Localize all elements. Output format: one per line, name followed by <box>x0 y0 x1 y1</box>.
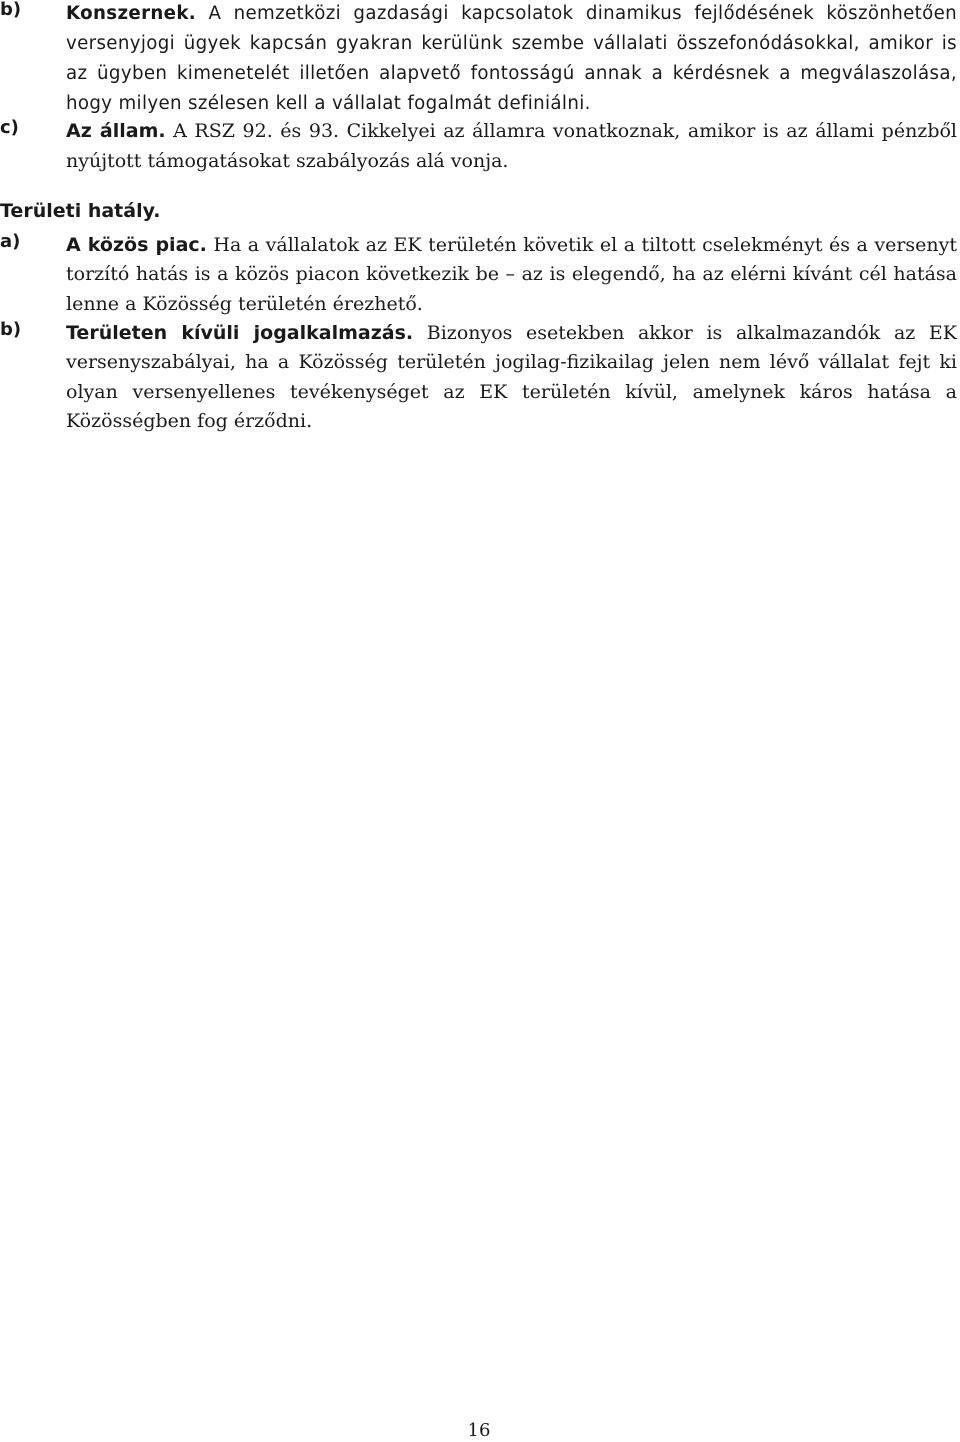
list-marker: b) <box>0 0 22 20</box>
item-lead-term: Területen kívüli jogalkalmazás. <box>66 322 414 344</box>
list-item-body <box>66 319 957 436</box>
list-item-az-allam <box>0 117 957 176</box>
list-item-kozos-piac <box>0 231 957 319</box>
list-item-konszernek <box>0 0 957 119</box>
item-lead-term: Az állam. <box>66 120 166 142</box>
section-heading: Területi hatály. <box>0 200 161 222</box>
item-lead-term: Konszernek. <box>66 3 197 24</box>
page-number <box>0 1420 960 1441</box>
list-item-body <box>66 117 957 176</box>
list-marker: c) <box>0 117 19 138</box>
list-item-body <box>66 0 957 119</box>
page-number-text: 16 <box>467 1420 491 1441</box>
list-marker: a) <box>0 231 21 252</box>
item-text: A RSZ 92. és 93. Cikkelyei az államra vonatkoznak, amikor is az állami pénzből nyújtott támogatásokat szabályozás alá vonja. <box>66 120 957 172</box>
item-text: A nemzetközi gazdasági kapcsolatok dinamikus fejlődésének köszönhetően versenyjogi ügyek kapcsán gyakran kerülünk szembe vállalati összefonódásokkal, amikor is az ügyben kimenetelét illetően alapvető fontosságú annak a kérdésnek a megválaszolása, hogy milyen szélesen kell a vállalat fogalmát definiálni. <box>66 3 957 114</box>
item-text: Bizonyos esetekben akkor is alkalmazandók az EK versenyszabályai, ha a Közösség területén jogilag-fizikailag jelen nem lévő vállalat fejt ki olyan versenyellenes tevékenységet az EK területén kívül, amelynek káros hatása a Közösségben fog érződni. <box>66 322 957 432</box>
list-item-body <box>66 231 957 319</box>
list-item-teruleten-kivuli <box>0 319 957 436</box>
item-text: Ha a vállalatok az EK területén követik el a tiltott cselekményt és a versenyt torzító hatás is a közös piacon következik be – az is elegendő, ha az elérni kívánt cél hatása lenne a Közösség területén érezhető. <box>66 234 958 315</box>
item-lead-term: A közös piac. <box>66 234 207 256</box>
list-marker: b) <box>0 319 22 340</box>
